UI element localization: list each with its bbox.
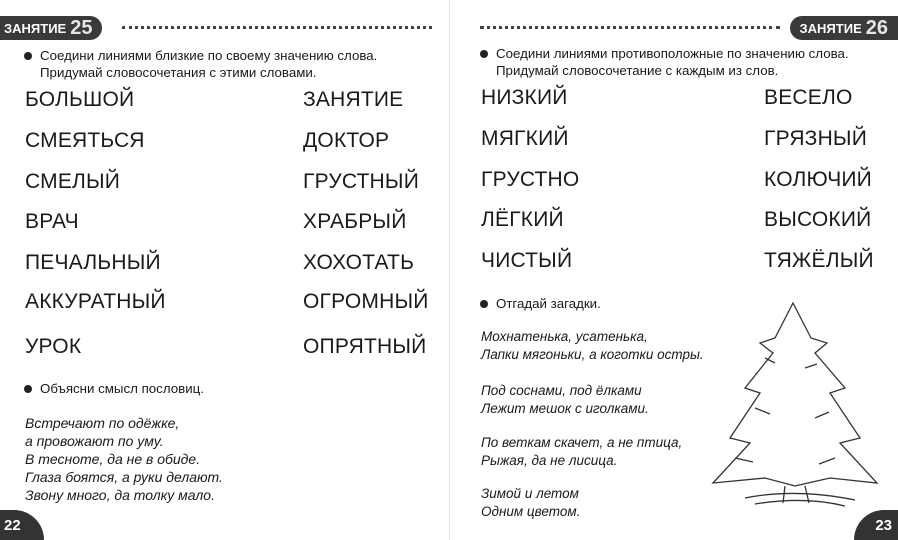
proverb-line: Глаза боятся, а руки делают. <box>25 469 223 485</box>
word-left-column: СМЕЛЫЙ <box>25 170 121 193</box>
riddle-line: По веткам скачет, а не птица, <box>481 435 683 450</box>
dotted-rule <box>480 26 780 30</box>
riddle <box>481 382 649 418</box>
lesson-label: ЗАНЯТИЕ <box>4 20 67 36</box>
lesson-number: 25 <box>70 16 93 39</box>
task-instruction: Соедини линиями противоположные по значению слова. Придумай словосочетание с каждым из слов. <box>476 45 886 79</box>
riddle-line: Мохнатенька, усатенька, <box>481 329 648 344</box>
word-right-column: ОГРОМНЫЙ <box>303 290 429 313</box>
proverb-line: Звону много, да толку мало. <box>25 487 215 503</box>
riddle <box>481 434 682 470</box>
proverb-line: Встречают по одёжке, <box>25 415 180 431</box>
page-number: 23 <box>854 510 898 540</box>
fir-tree-illustration <box>705 298 885 513</box>
word-left-column: АККУРАТНЫЙ <box>25 290 166 313</box>
riddle <box>481 485 580 521</box>
riddle-line: Лежит мешок с иголками. <box>481 401 649 416</box>
proverb-line: В тесноте, да не в обиде. <box>25 451 201 467</box>
right-page <box>449 0 898 540</box>
riddle-line: Одним цветом. <box>481 504 581 519</box>
word-right-column: ГРЯЗНЫЙ <box>764 127 868 150</box>
word-right-column: ХОХОТАТЬ <box>303 251 415 274</box>
riddle-line: Лапки мягоньки, а коготки остры. <box>481 347 704 362</box>
task-instruction: Объясни смысл пословиц. <box>20 380 204 397</box>
page-number: 22 <box>0 510 44 540</box>
word-left-column: НИЗКИЙ <box>481 86 568 109</box>
task-instruction: Отгадай загадки. <box>476 295 601 312</box>
word-right-column: ТЯЖЁЛЫЙ <box>764 249 874 272</box>
word-left-column: БОЛЬШОЙ <box>25 88 135 111</box>
word-right-column: ДОКТОР <box>303 129 390 152</box>
word-right-column: ЗАНЯТИЕ <box>303 88 404 111</box>
lesson-number: 26 <box>865 16 888 39</box>
word-left-column: МЯГКИЙ <box>481 127 569 150</box>
word-left-column: ЛЁГКИЙ <box>481 208 564 231</box>
word-right-column: ГРУСТНЫЙ <box>303 170 420 193</box>
proverb-line: а провожают по уму. <box>25 433 164 449</box>
word-left-column: ГРУСТНО <box>481 168 580 191</box>
word-right-column: ОПРЯТНЫЙ <box>303 335 427 358</box>
word-left-column: ПЕЧАЛЬНЫЙ <box>25 251 161 274</box>
riddle <box>481 328 704 364</box>
riddle-line: Зимой и летом <box>481 486 579 501</box>
word-left-column: ВРАЧ <box>25 210 79 233</box>
dotted-rule <box>122 26 432 30</box>
word-right-column: ХРАБРЫЙ <box>303 210 407 233</box>
riddle-line: Под соснами, под ёлками <box>481 383 642 398</box>
word-left-column: ЧИСТЫЙ <box>481 249 573 272</box>
word-right-column: ВЕСЕЛО <box>764 86 853 109</box>
word-right-column: ВЫСОКИЙ <box>764 208 872 231</box>
word-left-column: УРОК <box>25 335 82 358</box>
lesson-badge <box>790 16 898 40</box>
lesson-label: ЗАНЯТИЕ <box>799 20 862 36</box>
word-right-column: КОЛЮЧИЙ <box>764 168 872 191</box>
task-instruction: Соедини линиями близкие по своему значению слова. Придумай словосочетания с этими словами. <box>20 47 440 81</box>
word-left-column: СМЕЯТЬСЯ <box>25 129 145 152</box>
lesson-badge <box>0 16 102 40</box>
riddle-line: Рыжая, да не лисица. <box>481 453 618 468</box>
